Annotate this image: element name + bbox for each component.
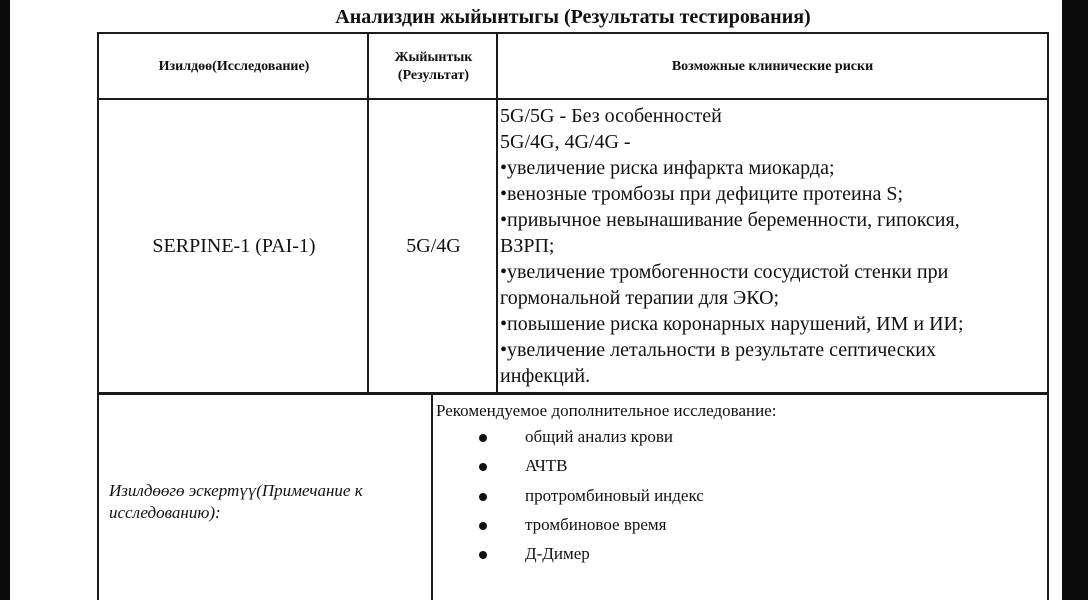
risk-line: •повышение риска коронарных нарушений, ИМ и ИИ; — [500, 313, 964, 335]
document-title: Анализдин жыйынтыгы (Результаты тестирования) — [335, 6, 811, 28]
header-risks: Возможные клинические риски — [671, 58, 874, 74]
risk-line: гормональной терапии для ЭКО; — [500, 287, 780, 309]
bullet-icon — [479, 463, 487, 471]
bullet-icon — [479, 551, 487, 559]
header-result — [369, 34, 498, 99]
risk-line: •увеличение риска инфаркта миокарда; — [500, 157, 835, 179]
risk-line: •венозные тромбозы при дефиците протеина S; — [500, 183, 904, 205]
risk-line: инфекций. — [500, 365, 591, 387]
list-item-label: общий анализ крови — [525, 427, 673, 446]
notes-section — [97, 393, 1049, 600]
list-item-label: Д-Димер — [525, 544, 590, 564]
list-item — [471, 426, 704, 455]
risk-line: •увеличение летальности в результате септических — [500, 339, 936, 361]
clinical-risks — [498, 100, 1047, 392]
bullet-icon — [479, 493, 487, 501]
list-item — [471, 514, 704, 543]
list-item-label: тромбиновое время — [525, 514, 667, 534]
bullet-icon — [479, 434, 487, 442]
list-item — [471, 543, 704, 572]
header-result-line2: (Результат) — [397, 67, 470, 83]
results-table — [97, 32, 1049, 394]
genotype-result: 5G/4G — [406, 234, 461, 257]
recommendation-heading: Рекомендуемое дополнительное исследование: — [436, 401, 777, 420]
risk-line: •привычное невынашивание беременности, гипоксия, — [500, 209, 960, 231]
list-item — [471, 485, 704, 514]
risk-line: 5G/5G - Без особенностей — [500, 105, 722, 127]
risk-line: 5G/4G, 4G/4G - — [500, 131, 631, 153]
notes-label: Изилдөөгө эскертүү(Примечание к исследованию): — [109, 481, 363, 522]
header-result-line1: Жыйынтык — [394, 49, 473, 65]
risk-line: ВЗРП; — [500, 235, 555, 257]
gene-name: SERPINE-1 (PAI-1) — [152, 234, 316, 257]
list-item-label: АЧТВ — [525, 456, 568, 476]
right-dark-border — [1062, 0, 1088, 600]
risk-line: •увеличение тромбогенности сосудистой стенки при — [500, 261, 949, 283]
list-item — [471, 455, 704, 484]
bullet-icon — [479, 522, 487, 530]
notes-column-divider — [431, 395, 433, 600]
list-item-label: протромбиновый индекс — [525, 485, 704, 505]
header-study: Изилдөө(Исследование) — [158, 58, 310, 74]
left-dark-border — [0, 0, 10, 600]
recommendation-list — [471, 426, 704, 572]
